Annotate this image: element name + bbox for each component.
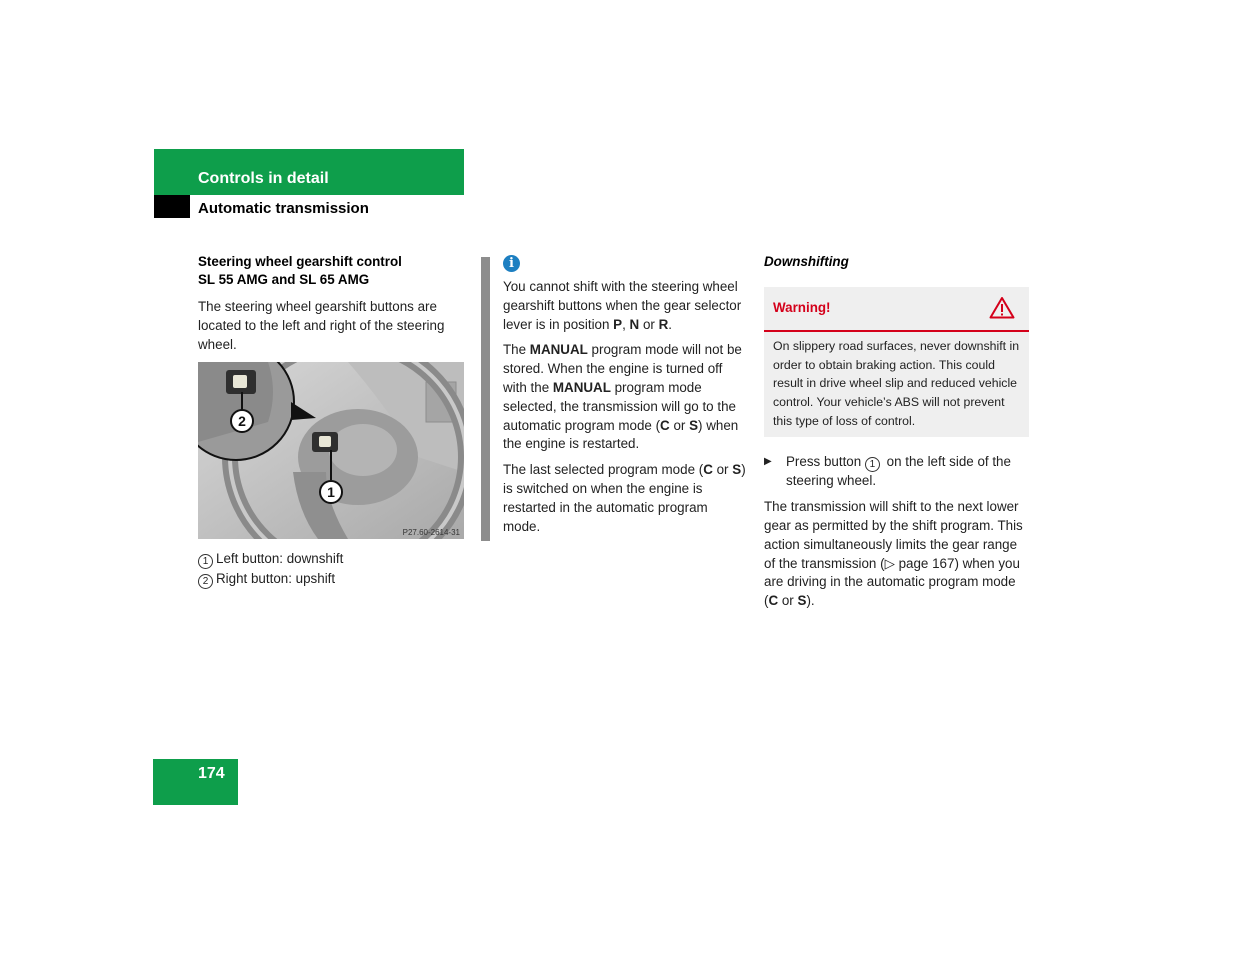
button-number: 1 [865,457,880,472]
callout-2: 2 [238,412,246,429]
info-icon: i [503,255,520,272]
text-run: C [768,593,779,609]
intro-paragraph: The steering wheel gearshift buttons are located to the left and right of the steering wheel. [198,299,445,352]
text-run: on the left side of the steering wheel. [786,454,1011,489]
subsection-title: Automatic transmission [198,200,369,217]
info-paragraph-3 [503,461,747,536]
info-paragraph-2 [503,341,747,454]
caption-text: Right button: upshift [216,570,336,586]
callout-1: 1 [327,483,335,500]
topic-heading-line1: Steering wheel gearshift control [198,254,402,269]
text-run: You cannot shift with the steering wheel gearshift buttons when the gear selector lever is in position [503,279,742,332]
text-run: or [778,593,798,609]
caption-text: Left button: downshift [216,550,344,566]
section-title: Controls in detail [198,170,329,187]
text-run: The [503,342,530,358]
text-run: ) when you are driving in the automatic program mode ( [764,555,1020,609]
text-run: , [622,316,630,332]
bullet-triangle-icon: ▶ [764,456,772,468]
caption-number: 1 [198,554,213,569]
text-run: ). [806,593,815,609]
text-run: C [660,417,670,433]
subsection-marker [154,195,190,218]
text-run: C [703,462,713,478]
warning-title: Warning! [773,299,831,315]
warning-text: On slippery road surfaces, never downshift in order to obtain braking action. This could result in drive wheel slip and reduced vehicle control. Your vehicle’s ABS will not prevent this type of loss of control. [773,338,1020,428]
steering-wheel-figure [198,362,464,539]
text-run: ) when the engine is restarted. [503,417,739,452]
steering-wheel-illustration [198,362,464,539]
downshift-paragraph [764,498,1029,611]
downshifting-heading: Downshifting [764,254,849,269]
text-run: P [613,316,623,332]
text-run: N [629,316,640,332]
figure-code: P27.60-2614-31 [402,527,460,537]
text-run: MANUAL [552,379,611,395]
column-middle [503,253,747,543]
caption-number: 2 [198,574,213,589]
page-number-box [153,759,238,805]
text-run: R [658,316,669,332]
warning-header [764,287,1029,332]
text-run: or [669,417,690,433]
text-run: The last selected program mode ( [503,462,704,478]
instruction-text [786,453,1029,491]
column-right [764,253,1029,618]
text-run: S [732,462,742,478]
text-run: program mode selected, the transmission will go to the automatic program mode ( [503,379,736,433]
text-run: or [712,462,733,478]
caption-item [198,569,464,589]
page-reference-link[interactable]: ▷ page 167 [884,555,955,571]
text-run: S [797,593,807,609]
info-paragraph-1 [503,278,747,334]
topic-heading-line2: SL 55 AMG and SL 65 AMG [198,272,370,288]
text-run: Press button [786,454,865,470]
column-left [198,253,464,589]
warning-triangle-icon [989,296,1015,319]
text-run: ) is switched on when the engine is restarted in the automatic program mode. [503,462,746,534]
warning-box [764,287,1029,438]
text-run: . [668,316,672,332]
caption-item [198,549,464,569]
text-run: MANUAL [529,342,588,358]
text-run: or [639,316,659,332]
instruction-step [764,453,1029,491]
text-run: S [689,417,699,433]
text-run: program mode will not be stored. When the engine is turned off with the [503,342,742,395]
page-number: 174 [198,765,225,782]
info-sidebar-bar [481,257,490,541]
text-run: The transmission will shift to the next lower gear as permitted by the shift program. This action simultaneously limits the gear range of the transmission ( [764,499,1023,571]
topic-heading [198,253,464,289]
